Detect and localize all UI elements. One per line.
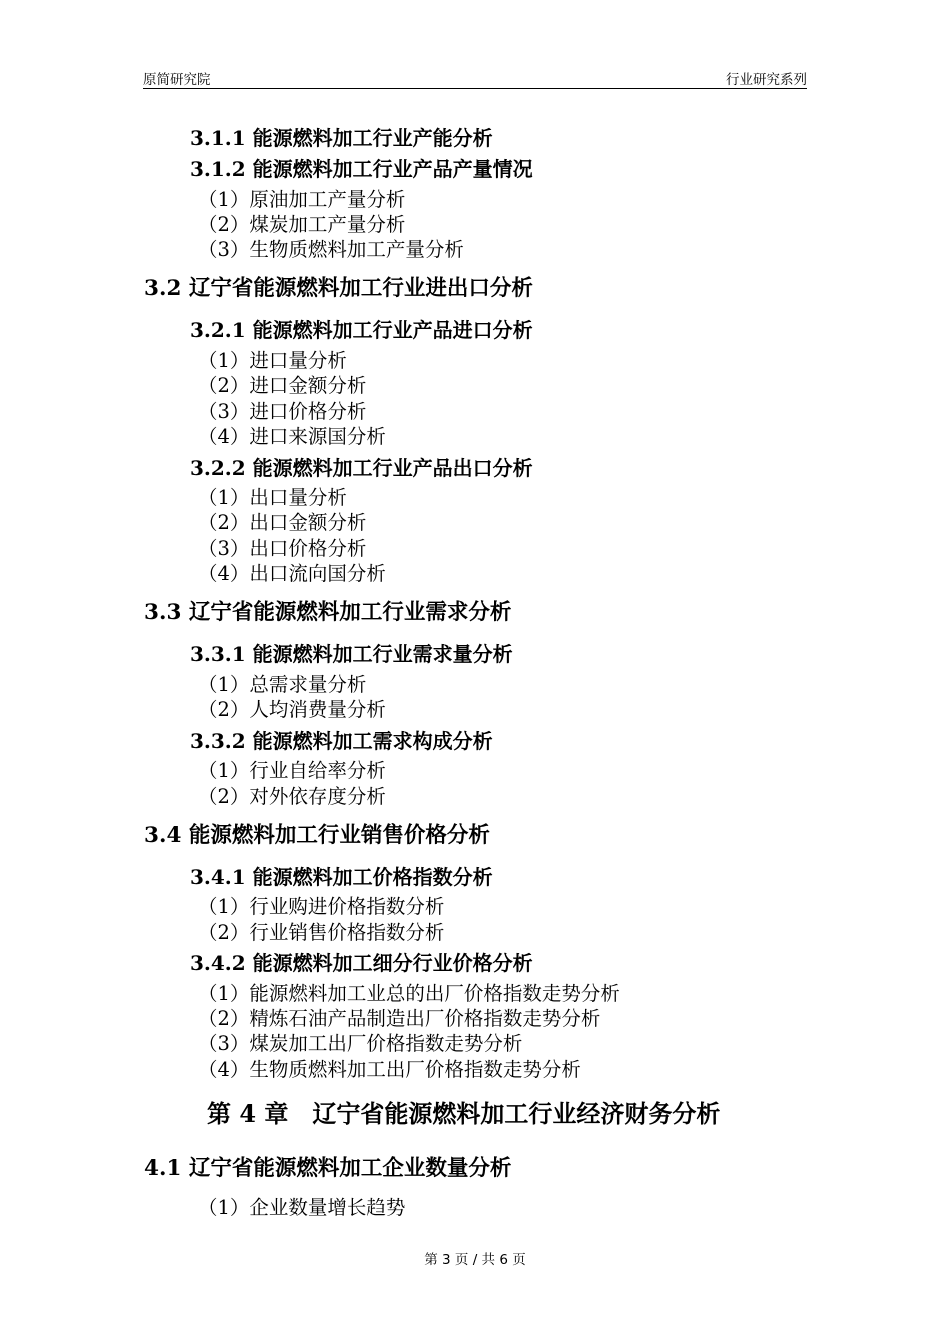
toc-heading-2: 4.1 辽宁省能源燃料加工企业数量分析 xyxy=(144,1156,512,1181)
toc-heading-2: 3.2 辽宁省能源燃料加工行业进出口分析 xyxy=(144,276,533,301)
toc-heading-3: 3.3.1 能源燃料加工行业需求量分析 xyxy=(190,642,513,666)
toc-item: （1）总需求量分析 xyxy=(198,673,367,696)
toc-item: （4）出口流向国分析 xyxy=(198,562,386,585)
toc-item: （2）进口金额分析 xyxy=(198,374,367,397)
toc-heading-3: 3.1.1 能源燃料加工行业产能分析 xyxy=(190,126,493,150)
header-org-name: 原简研究院 xyxy=(143,72,211,88)
toc-item: （1）原油加工产量分析 xyxy=(198,188,406,211)
toc-item: （4）进口来源国分析 xyxy=(198,425,386,448)
toc-item: （3）进口价格分析 xyxy=(198,400,367,423)
toc-item: （3）煤炭加工出厂价格指数走势分析 xyxy=(198,1032,523,1055)
toc-item: （2）对外依存度分析 xyxy=(198,785,386,808)
toc-heading-3: 3.1.2 能源燃料加工行业产品产量情况 xyxy=(190,157,533,181)
toc-heading-3: 3.4.1 能源燃料加工价格指数分析 xyxy=(190,865,493,889)
toc-chapter-heading: 第 4 章 辽宁省能源燃料加工行业经济财务分析 xyxy=(207,1099,721,1128)
toc-item: （3）出口价格分析 xyxy=(198,537,367,560)
toc-heading-3: 3.2.2 能源燃料加工行业产品出口分析 xyxy=(190,456,533,480)
page-number: 第 3 页 / 共 6 页 xyxy=(424,1252,526,1268)
header-series-name: 行业研究系列 xyxy=(726,72,807,88)
toc-item: （2）行业销售价格指数分析 xyxy=(198,921,445,944)
toc-item: （2）人均消费量分析 xyxy=(198,698,386,721)
toc-item: （1）行业购进价格指数分析 xyxy=(198,895,445,918)
toc-item: （2）出口金额分析 xyxy=(198,511,367,534)
toc-heading-2: 3.3 辽宁省能源燃料加工行业需求分析 xyxy=(144,600,512,625)
toc-item: （2）煤炭加工产量分析 xyxy=(198,213,406,236)
toc-item: （1）行业自给率分析 xyxy=(198,759,386,782)
toc-heading-3: 3.4.2 能源燃料加工细分行业价格分析 xyxy=(190,951,533,975)
toc-item: （3）生物质燃料加工产量分析 xyxy=(198,238,464,261)
toc-item: （4）生物质燃料加工出厂价格指数走势分析 xyxy=(198,1058,581,1081)
toc-heading-3: 3.3.2 能源燃料加工需求构成分析 xyxy=(190,729,493,753)
page-footer xyxy=(0,1248,950,1268)
toc-item: （2）精炼石油产品制造出厂价格指数走势分析 xyxy=(198,1007,601,1030)
toc-heading-3: 3.2.1 能源燃料加工行业产品进口分析 xyxy=(190,318,533,342)
toc-item: （1）企业数量增长趋势 xyxy=(198,1196,406,1219)
toc-heading-2: 3.4 能源燃料加工行业销售价格分析 xyxy=(144,823,490,848)
page-header xyxy=(143,66,807,89)
toc-item: （1）进口量分析 xyxy=(198,349,347,372)
toc-item: （1）出口量分析 xyxy=(198,486,347,509)
toc-item: （1）能源燃料加工业总的出厂价格指数走势分析 xyxy=(198,982,620,1005)
